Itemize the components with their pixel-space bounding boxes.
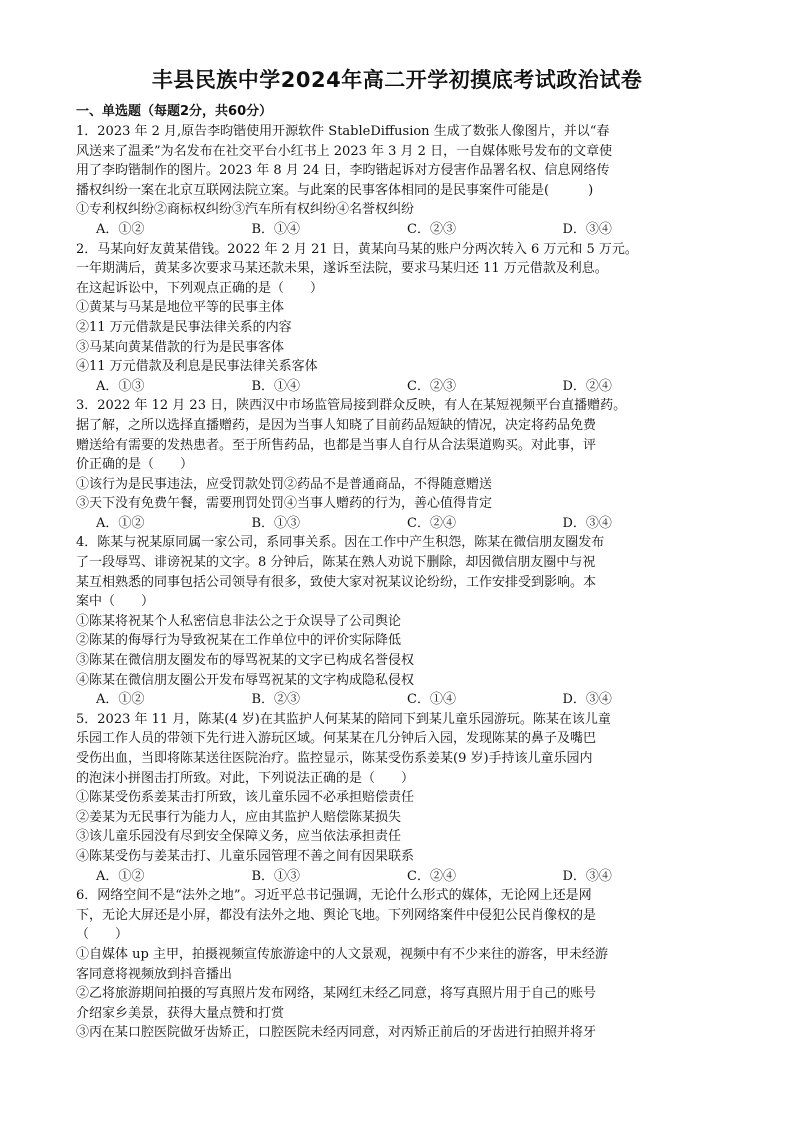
question-line: ④11 万元借款及利息是民事法律关系客体 bbox=[76, 359, 318, 375]
question-line: ④陈某在微信朋友圈公开发布辱骂祝某的文字构成隐私侵权 bbox=[76, 672, 415, 688]
question-line: 赠送给有需要的发热患者。至于所售药品，也都是当事人自行从合法渠道购买。对此事，评 bbox=[76, 437, 597, 453]
answer-choice-A[interactable]: A．①② bbox=[96, 868, 145, 884]
answer-choice-D[interactable]: D．③④ bbox=[562, 221, 612, 237]
question-line: ②乙将旅游期间拍摄的写真照片发布网络，某网红未经乙同意，将写真照片用于自己的账号 bbox=[76, 986, 597, 1002]
question-line: ②11 万元借款是民事法律关系的内容 bbox=[76, 319, 292, 335]
question-line: 风送来了温柔”为名发布在社交平台小红书上 2023 年 3 月 2 日，一自媒体账号发布的文章使 bbox=[76, 143, 613, 159]
question-line: 5．2023 年 11 月，陈某(4 岁)在其监护人何某某的陪同下到某儿童乐园游玩。陈某在该儿童 bbox=[76, 711, 611, 727]
answer-choice-C[interactable]: C．①④ bbox=[407, 692, 456, 708]
answer-choice-A[interactable]: A．①② bbox=[96, 692, 145, 708]
question-line: ①该行为是民事违法，应受罚款处罚②药品不是普通商品，不得随意赠送 bbox=[76, 476, 493, 492]
question-5 bbox=[76, 710, 718, 886]
answer-choice-D[interactable]: D．③④ bbox=[562, 868, 612, 884]
question-line: ①自媒体 up 主甲，拍摄视频宣传旅游途中的人文景观，视频中有不少来往的游客，甲未经游 bbox=[76, 946, 608, 962]
question-line: ③马某向黄某借款的行为是民事客体 bbox=[76, 339, 285, 355]
answer-choice-B[interactable]: B．①④ bbox=[251, 378, 301, 394]
answer-choice-D[interactable]: D．③④ bbox=[562, 692, 612, 708]
question-line: 客同意将视频放到抖音播出 bbox=[76, 966, 233, 982]
answer-choice-B[interactable]: B．①③ bbox=[251, 515, 301, 531]
answer-choice-A[interactable]: A．①② bbox=[96, 221, 145, 237]
question-line: 了一段辱骂、诽谤祝某的文字。8 分钟后，陈某在熟人劝说下删除，却因微信朋友圈中与祝 bbox=[76, 555, 596, 571]
question-line: ①陈某将祝某个人私密信息非法公之于众误导了公司舆论 bbox=[76, 613, 402, 629]
question-line: 的泡沫小拼图击打所致。对此，下列说法正确的是（ ） bbox=[76, 770, 415, 786]
answer-choices bbox=[76, 867, 718, 887]
question-6 bbox=[76, 886, 718, 1043]
question-line: 1．2023 年 2 月,原告李昀锴使用开源软件 StableDiffusion 生成了数张人像图片，并以“春 bbox=[76, 124, 610, 139]
exam-title: 丰县民族中学2024年高二开学初摸底考试政治试卷 bbox=[151, 68, 643, 92]
question-line: 3．2022 年 12 月 23 日，陕西汉中市场监管局接到群众反映，有人在某短视频平台直播赠药。 bbox=[76, 398, 627, 414]
question-3 bbox=[76, 396, 718, 533]
question-line: 6．网络空间不是“法外之地”。习近平总书记强调，无论什么形式的媒体，无论网上还是网 bbox=[76, 888, 592, 904]
question-line: 据了解，之所以选择直播赠药，是因为当事人知晓了目前药品短缺的情况，决定将药品免费 bbox=[76, 417, 597, 433]
answer-choices bbox=[76, 690, 718, 710]
question-line: ②陈某的侮辱行为导致祝某在工作单位中的评价实际降低 bbox=[76, 633, 402, 649]
answer-choices bbox=[76, 377, 718, 397]
question-line: 价正确的是（ ） bbox=[76, 457, 194, 473]
question-line: ③该儿童乐园没有尽到安全保障义务，应当依法承担责任 bbox=[76, 829, 402, 845]
question-line: 播权纠纷一案在北京互联网法院立案。与此案的民事客体相同的是民事案件可能是( ) bbox=[76, 182, 594, 198]
question-line: 某互相熟悉的同事包括公司领导有很多，致使大家对祝某议论纷纷，工作安排受到影响。本 bbox=[76, 574, 597, 590]
question-line: ②姜某为无民事行为能力人，应由其监护人赔偿陈某损失 bbox=[76, 809, 402, 825]
answer-choice-C[interactable]: C．②④ bbox=[407, 515, 456, 531]
question-list bbox=[76, 122, 718, 1043]
question-line: ③陈某在微信朋友圈发布的辱骂祝某的文字已构成名誉侵权 bbox=[76, 653, 415, 669]
question-line: ①陈某受伤系姜某击打所致，该儿童乐园不必承担赔偿责任 bbox=[76, 790, 415, 806]
question-line: 受伤出血，当即将陈某送往医院治疗。监控显示，陈某受伤系姜某(9 岁)手持该儿童乐园内 bbox=[76, 751, 593, 766]
question-line: ④陈某受伤与姜某击打、儿童乐园管理不善之间有因果联系 bbox=[76, 848, 415, 864]
question-line: 乐园工作人员的带领下先行进入游玩区域。何某某在几分钟后入园，发现陈某的鼻子及嘴巴 bbox=[76, 731, 597, 747]
question-line: 用了李昀锴制作的图片。2023 年 8 月 24 日，李昀锴起诉对方侵害作品署名权、信息网络传 bbox=[76, 163, 610, 179]
question-line: 下，无论大屏还是小屏，都没有法外之地、舆论飞地。下列网络案件中侵犯公民肖像权的是 bbox=[76, 907, 597, 923]
question-line: 一年期满后，黄某多次要求马某还款未果，遂诉至法院，要求马某归还 11 万元借款及利息。 bbox=[76, 261, 608, 277]
answer-choice-B[interactable]: B．②③ bbox=[251, 692, 301, 708]
answer-choice-C[interactable]: C．②④ bbox=[407, 868, 456, 884]
question-line: 案中（ ） bbox=[76, 594, 155, 610]
question-line: 2．马某向好友黄某借钱。2022 年 2 月 21 日，黄某向马某的账户分两次转入 6 万元和 5 万元。 bbox=[76, 241, 638, 257]
question-line: 4．陈某与祝某原同属一家公司，系同事关系。因在工作中产生积怨，陈某在微信朋友圈发布 bbox=[76, 535, 605, 551]
answer-choices bbox=[76, 514, 718, 534]
answer-choices bbox=[76, 220, 718, 240]
answer-choice-B[interactable]: B．①④ bbox=[251, 221, 301, 237]
question-4 bbox=[76, 533, 718, 709]
question-1 bbox=[76, 122, 718, 240]
question-2 bbox=[76, 240, 718, 397]
question-line: ③天下没有免费午餐，需要刑罚处罚④当事人赠药的行为，善心值得肯定 bbox=[76, 496, 493, 512]
question-line: 在这起诉讼中，下列观点正确的是（ ） bbox=[76, 280, 324, 296]
question-line: ①专利权纠纷②商标权纠纷③汽车所有权纠纷④名誉权纠纷 bbox=[76, 202, 415, 218]
answer-choice-D[interactable]: D．③④ bbox=[562, 515, 612, 531]
answer-choice-C[interactable]: C．②③ bbox=[407, 221, 456, 237]
section-heading: 一、单选题（每题2分，共60分） bbox=[76, 104, 273, 119]
answer-choice-C[interactable]: C．②③ bbox=[407, 378, 456, 394]
answer-choice-B[interactable]: B．①③ bbox=[251, 868, 301, 884]
question-line: ①黄某与马某是地位平等的民事主体 bbox=[76, 300, 285, 316]
question-line: （ ） bbox=[76, 927, 129, 943]
answer-choice-A[interactable]: A．①③ bbox=[96, 378, 145, 394]
answer-choice-A[interactable]: A．①② bbox=[96, 515, 145, 531]
answer-choice-D[interactable]: D．②④ bbox=[562, 378, 612, 394]
question-line: 介绍家乡美景，获得大量点赞和打赏 bbox=[76, 1005, 285, 1021]
question-line: ③丙在某口腔医院做牙齿矫正，口腔医院未经丙同意，对丙矫正前后的牙齿进行拍照并将牙 bbox=[76, 1025, 597, 1041]
